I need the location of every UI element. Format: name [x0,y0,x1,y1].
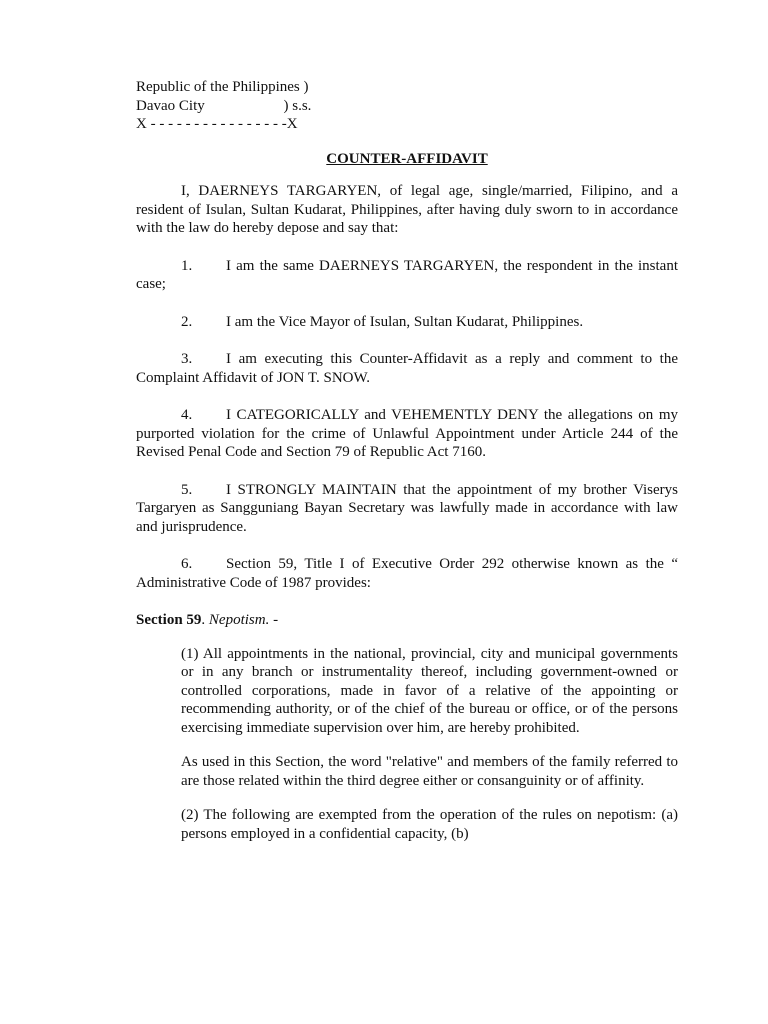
intro-paragraph: I, DAERNEYS TARGARYEN, of legal age, single/married, Filipino, and a resident of Isulan, Sultan Kudarat, Philippines, after having duly sworn to in accordance with the law do hereby depose and say that: [136,183,678,236]
paragraph-text: I STRONGLY MAINTAIN that the appointment of my brother Viserys Targaryen as Sangguniang Bayan Secretary was lawfully made in accordance with law and jurisprudence. [136,481,678,535]
paragraph-text: Section 59, Title I of Executive Order 292 otherwise known as the “ Administrative Code of 1987 provides: [136,556,678,591]
numbered-paragraph-3 [136,350,678,387]
quoted-provision-3: (2) The following are exempted from the operation of the rules on nepotism: (a) persons employed in a confidential capacity, (b) [181,807,678,842]
paragraph-text: I CATEGORICALLY and VEHEMENTLY DENY the allegations on my purported violation for the crime of Unlawful Appointment under Article 244 of the Revised Penal Code and Section 79 of Republic Act 7160. [136,407,678,460]
paragraph-number: 1. [181,257,193,274]
paragraph-text: I am executing this Counter-Affidavit as a reply and comment to the Complaint Affidavit of JON T. SNOW. [136,351,678,386]
section-name: Nepotism. - [208,612,279,628]
paragraph-number: 4. [181,407,193,423]
venue-city: Davao City ) s.s. [136,97,312,114]
affidavit-body [136,78,678,859]
paragraph-number: 3. [181,351,193,367]
numbered-paragraph-6 [136,555,678,592]
venue-separator: X - - - - - - - - - - - - - - - -X [136,116,298,132]
section-label: Section 59 [136,612,202,628]
numbered-paragraph-2 [136,313,678,332]
venue-block [136,78,678,134]
document-title: COUNTER-AFFIDAVIT [326,150,488,167]
paragraph-text: I am the same DAERNEYS TARGARYEN, the respondent in the instant case; [136,257,678,292]
venue-republic: Republic of the Philippines ) [136,79,309,95]
paragraph-text: I am the Vice Mayor of Isulan, Sultan Kudarat, Philippines. [226,313,584,330]
paragraph-number: 2. [181,313,193,330]
quoted-provision-1: (1) All appointments in the national, provincial, city and municipal governments or in any branch or instrumentality thereof, including government-owned or controlled corporations, made in favor of a relative of the appointing or recommending authority, or of the chief of the bureau or office, or of the persons exercising immediate supervision over him, are hereby prohibited. [181,645,678,736]
section-heading [136,611,678,630]
paragraph-number: 6. [181,556,193,572]
section-separator: . [201,612,206,628]
quoted-provision-2: As used in this Section, the word "relative" and members of the family referred to are those related within the third degree either or consanguinity or of affinity. [181,754,678,789]
paragraph-number: 5. [181,481,193,498]
numbered-paragraph-1 [136,257,678,294]
numbered-paragraph-5 [136,481,678,537]
numbered-paragraph-4 [136,406,678,462]
